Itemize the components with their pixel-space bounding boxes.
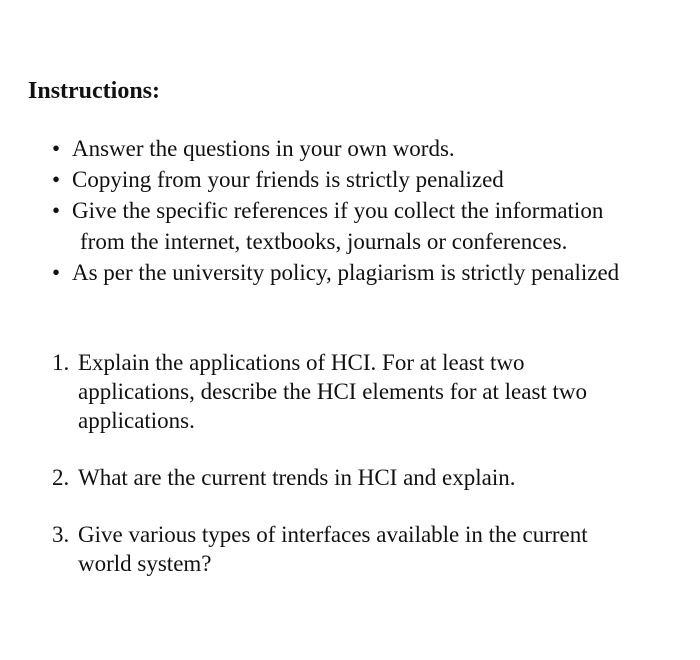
question-text: What are the current trends in HCI and explain. [78, 465, 516, 490]
instruction-text: Answer the questions in your own words. [72, 136, 455, 161]
bullet-marker: • [52, 260, 61, 285]
question-item [52, 463, 672, 492]
question-text: applications. [78, 408, 195, 433]
bullet-marker: • [52, 136, 61, 161]
bullet-marker: • [52, 198, 61, 223]
instructions-heading: Instructions: [28, 78, 161, 104]
instruction-text: As per the university policy, plagiarism is strictly penalized [72, 260, 620, 285]
question-number: 1. [52, 350, 70, 375]
instruction-item [52, 164, 692, 195]
question-number: 3. [52, 522, 70, 547]
question-text: Give various types of interfaces available in the current [78, 522, 588, 547]
question-text: applications, describe the HCI elements for at least two [78, 379, 588, 404]
instruction-text: Copying from your friends is strictly penalized [72, 167, 504, 192]
questions-list [52, 348, 672, 606]
question-text: Explain the applications of HCI. For at least two [78, 350, 525, 375]
question-item [52, 348, 672, 435]
question-number: 2. [52, 465, 70, 490]
instruction-item [52, 195, 692, 257]
instruction-item [52, 257, 692, 288]
instruction-item [52, 133, 692, 164]
instructions-list [52, 133, 692, 288]
bullet-marker: • [52, 167, 61, 192]
instruction-text: Give the specific references if you collect the information [72, 198, 604, 223]
question-item [52, 520, 672, 578]
instruction-text-continued: from the internet, textbooks, journals or conferences. [80, 229, 568, 254]
question-text: world system? [78, 551, 212, 576]
